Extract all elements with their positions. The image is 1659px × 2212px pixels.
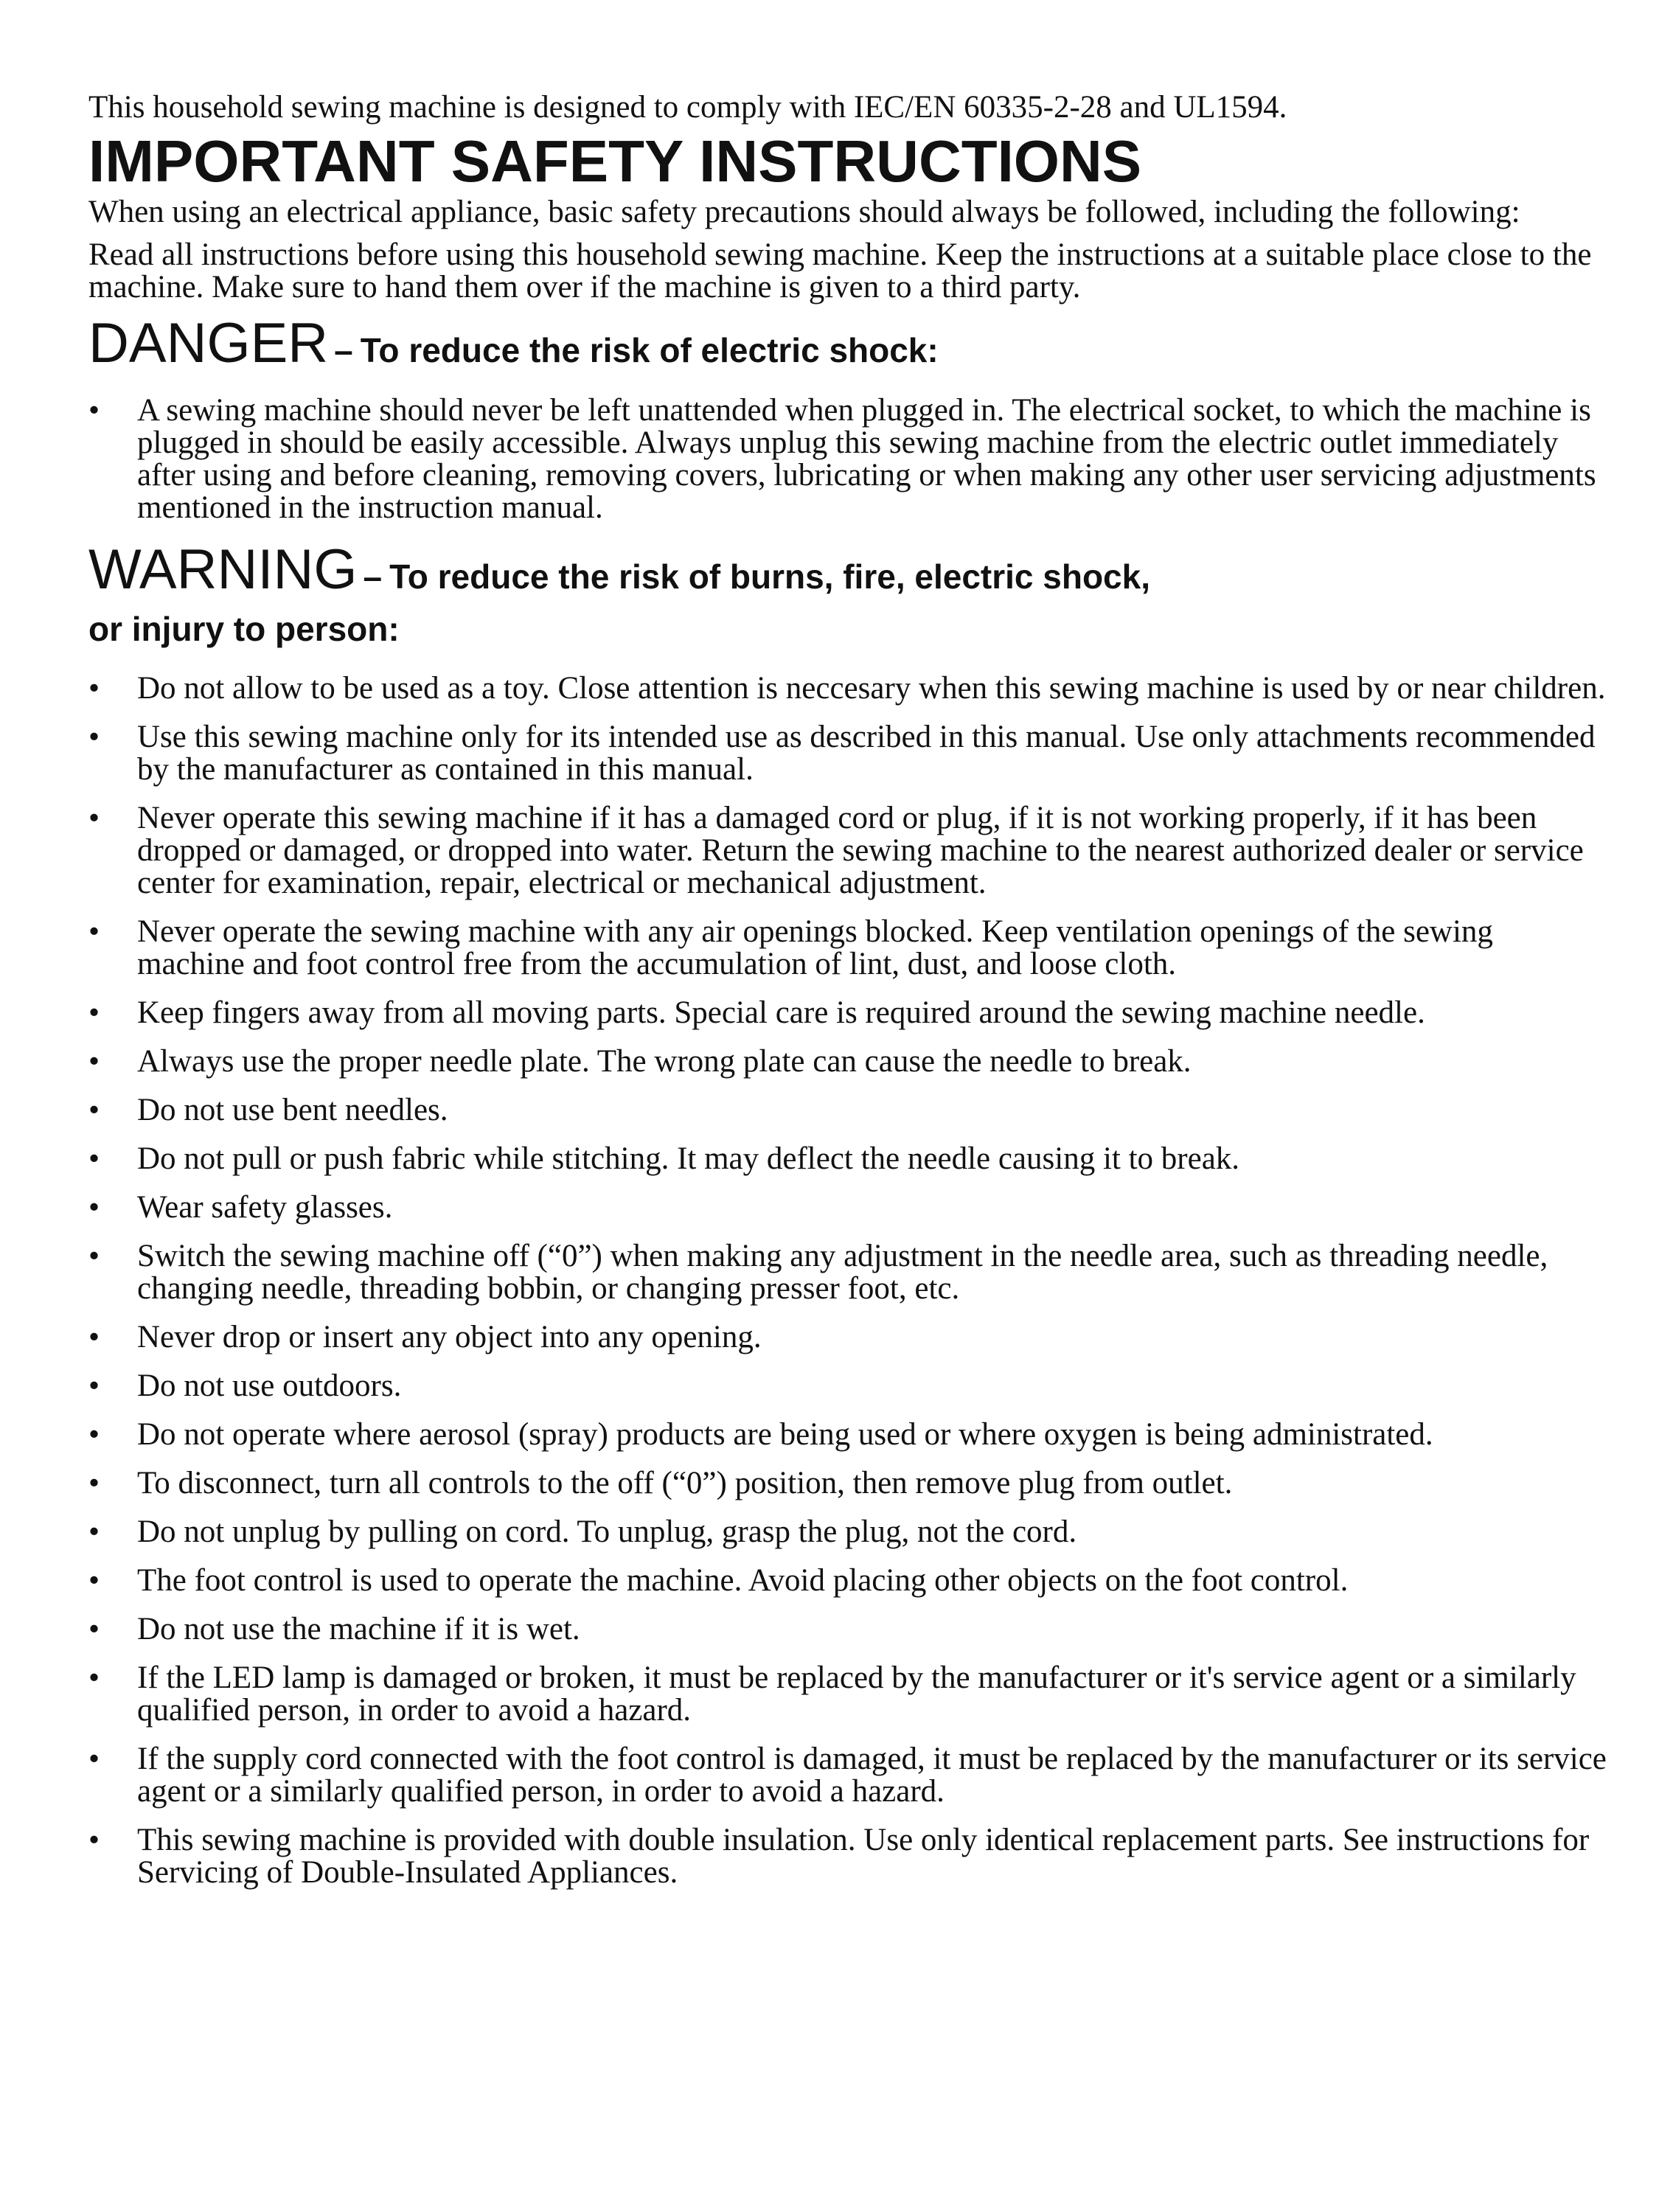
list-item [88,802,1607,900]
danger-label: DANGER [88,312,329,375]
bullet-icon: • [88,914,100,949]
bullet-icon: • [88,1239,100,1273]
bullet-icon: • [88,1093,100,1127]
list-item [88,1419,1607,1451]
warning-dash: – [363,557,383,596]
list-item-text: Do not pull or push fabric while stitching. It may deflect the needle causing it to break. [137,1141,1240,1176]
intro-paragraph-1: When using an electrical appliance, basic safety precautions should always be followed, including the following: [88,195,1520,229]
list-item [88,997,1607,1029]
list-item [88,1240,1607,1305]
list-item-text: Keep fingers away from all moving parts. Special care is required around the sewing machine needle. [137,995,1425,1030]
bullet-icon: • [88,1823,100,1857]
list-item-text: Do not use bent needles. [137,1093,448,1127]
list-item [88,1192,1607,1224]
intro-paragraph-2: Read all instructions before using this household sewing machine. Keep the instructions at a suitable place close to the machine. Make sure to hand them over if the machine is given to a third party. [88,237,1592,305]
list-item [88,1565,1607,1597]
bullet-icon: • [88,1141,100,1176]
list-item-text: This sewing machine is provided with double insulation. Use only identical replacement parts. See instructions for Servicing of Double-Insulated Appliances. [137,1823,1590,1890]
list-item-text: Do not operate where aerosol (spray) products are being used or where oxygen is being administrated. [137,1417,1433,1452]
list-item [88,1662,1607,1727]
warning-list [88,672,1607,1889]
danger-heading [88,314,1607,389]
danger-subtitle: To reduce the risk of electric shock: [360,331,939,369]
bullet-icon: • [88,720,100,754]
bullet-icon: • [88,1514,100,1549]
list-item-text: Do not allow to be used as a toy. Close attention is neccesary when this sewing machine is used by or near children. [137,671,1606,706]
list-item-text: If the supply cord connected with the foot control is damaged, it must be replaced by the manufacturer or its service agent or a similarly qualified person, in order to avoid a hazard. [137,1742,1607,1809]
list-item [88,1143,1607,1175]
list-item [88,1743,1607,1808]
list-item-text: Use this sewing machine only for its intended use as described in this manual. Use only attachments recommended by the manufacturer as contained in this manual. [137,720,1596,787]
list-item [88,1467,1607,1500]
warning-heading [88,540,1607,615]
bullet-icon: • [88,1320,100,1354]
bullet-icon: • [88,1368,100,1403]
list-item [88,1613,1607,1646]
bullet-icon: • [88,1190,100,1225]
list-item-text: Always use the proper needle plate. The wrong plate can cause the needle to break. [137,1044,1192,1079]
list-item-text: Do not use the machine if it is wet. [137,1612,580,1646]
list-item [88,672,1607,705]
list-item [88,1516,1607,1548]
bullet-icon: • [88,1612,100,1646]
list-item-text: Do not unplug by pulling on cord. To unplug, grasp the plug, not the cord. [137,1514,1077,1549]
warning-label: WARNING [88,538,358,601]
list-item [88,1824,1607,1889]
list-item-text: A sewing machine should never be left unattended when plugged in. The electrical socket, to which the machine is plugged in should be easily accessible. Always unplug this sewing machine from the electric outlet immediately after using and before cleaning, removing covers, lubricating or when making any other user servicing adjustments mentioned in the instruction manual. [137,393,1596,525]
bullet-icon: • [88,393,100,428]
list-item [88,1094,1607,1127]
list-item-text: To disconnect, turn all controls to the off (“0”) position, then remove plug from outlet. [137,1466,1233,1500]
bullet-icon: • [88,1563,100,1598]
bullet-icon: • [88,801,100,835]
list-item-text: The foot control is used to operate the machine. Avoid placing other objects on the foot control. [137,1563,1349,1598]
bullet-icon: • [88,1417,100,1452]
danger-list [88,394,1607,524]
bullet-icon: • [88,1742,100,1776]
list-item-text: If the LED lamp is damaged or broken, it must be replaced by the manufacturer or it's service agent or a similarly qualified person, in order to avoid a hazard. [137,1660,1576,1728]
bullet-icon: • [88,1466,100,1500]
bullet-icon: • [88,1044,100,1079]
bullet-icon: • [88,995,100,1030]
list-item-text: Never operate the sewing machine with any air openings blocked. Keep ventilation openings of the sewing machine and foot control free from the accumulation of lint, dust, and loose cloth. [137,914,1493,981]
list-item-text: Never operate this sewing machine if it has a damaged cord or plug, if it is not working properly, if it has been dropped or damaged, or dropped into water. Return the sewing machine to the nearest authorized dealer or service center for examination, repair, electrical or mechanical adjustment. [137,801,1584,900]
danger-dash: – [334,331,353,369]
list-item-text: Do not use outdoors. [137,1368,402,1403]
document-page [88,90,1607,1905]
warning-subtitle: To reduce the risk of burns, fire, electric shock, [389,557,1150,596]
list-item-text: Wear safety glasses. [137,1190,393,1225]
list-item [88,1046,1607,1078]
list-item [88,1370,1607,1402]
page-title: IMPORTANT SAFETY INSTRUCTIONS [88,128,1142,194]
list-item [88,394,1607,524]
list-item [88,916,1607,981]
list-item [88,1321,1607,1354]
warning-subtitle-continued: or injury to person: [88,610,400,648]
bullet-icon: • [88,1660,100,1695]
list-item [88,721,1607,786]
bullet-icon: • [88,671,100,706]
list-item-text: Switch the sewing machine off (“0”) when making any adjustment in the needle area, such as threading needle, changing needle, threading bobbin, or changing presser foot, etc. [137,1239,1548,1306]
compliance-line: This household sewing machine is designed to comply with IEC/EN 60335-2-28 and UL1594. [88,90,1287,125]
list-item-text: Never drop or insert any object into any opening. [137,1320,762,1354]
